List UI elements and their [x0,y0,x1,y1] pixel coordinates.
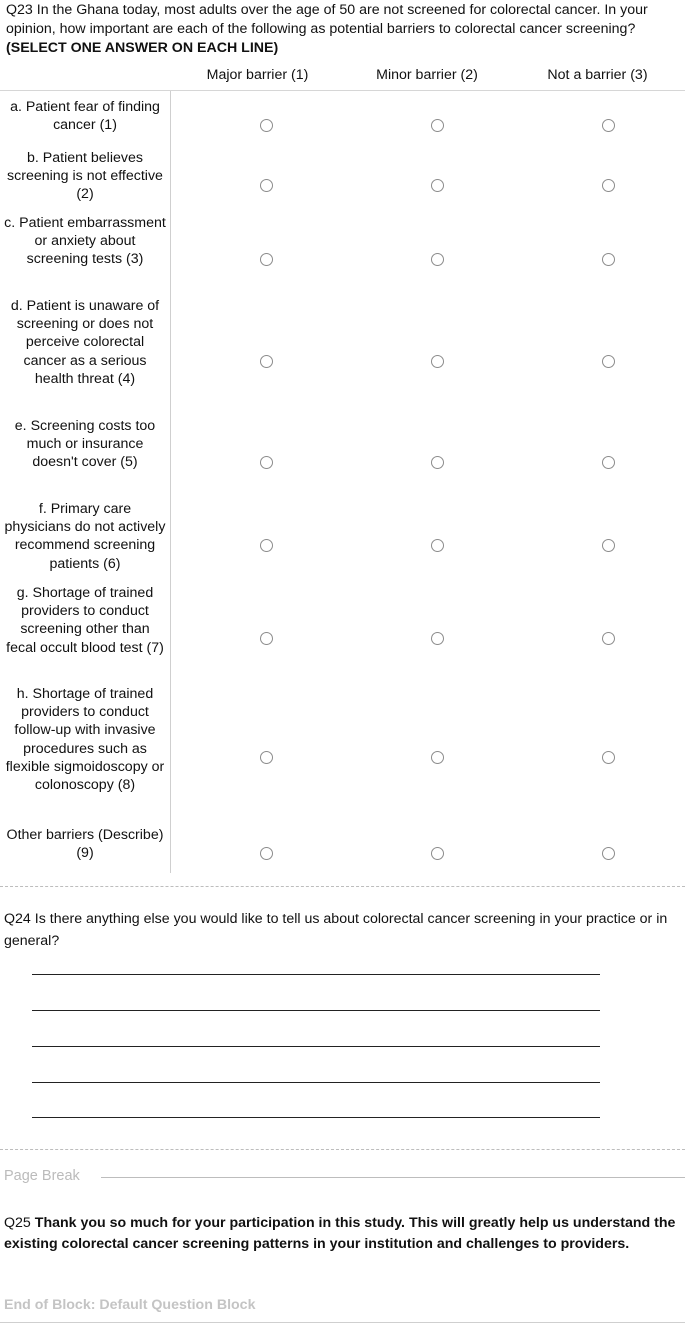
radio-c-not[interactable] [602,253,615,266]
q24-question [4,908,680,952]
radio-g-minor[interactable] [431,632,444,645]
q25-text: Thank you so much for your participation in this study. This will greatly help us understand the existing colorectal cancer screening patterns in your institution and challenges to providers. [4,1215,676,1252]
radio-h-major[interactable] [260,751,273,764]
radio-e-not[interactable] [602,456,615,469]
radio-g-not[interactable] [602,632,615,645]
row-label-e: e. Screening costs too much or insurance doesn't cover (5) [14,418,156,471]
header-divider [0,90,685,91]
q23-question [6,1,682,58]
row-label-g: g. Shortage of trained providers to conduct screening other than fecal occult blood test (7) [6,585,164,656]
q23-instruction: (SELECT ONE ANSWER ON EACH LINE) [6,40,279,56]
row-label-f: f. Primary care physicians do not actively recommend screening patients (6) [4,501,166,572]
radio-b-minor[interactable] [431,179,444,192]
radio-e-minor[interactable] [431,456,444,469]
label-column-divider [170,91,171,873]
q23-number: Q23 [6,2,33,18]
radio-d-major[interactable] [260,355,273,368]
radio-other-not[interactable] [602,847,615,860]
page-break-line [101,1177,685,1178]
end-of-block-label: End of Block: Default Question Block [4,1297,256,1313]
answer-line-2[interactable] [32,1010,600,1011]
answer-line-1[interactable] [32,974,600,975]
column-header-major-barrier: Major barrier (1) [206,67,309,83]
radio-d-minor[interactable] [431,355,444,368]
row-label-c: c. Patient embarrassment or anxiety about screening tests (3) [4,215,166,268]
radio-a-not[interactable] [602,119,615,132]
end-of-block-line [0,1322,685,1323]
column-header-minor-barrier: Minor barrier (2) [376,67,478,83]
q23-text: In the Ghana today, most adults over the age of 50 are not screened for colorectal cancer. In your opinion, how important are each of the following as potential barriers to colorectal cancer screening? [6,2,648,37]
q24-number: Q24 [4,911,31,927]
radio-f-not[interactable] [602,539,615,552]
answer-line-3[interactable] [32,1046,600,1047]
radio-e-major[interactable] [260,456,273,469]
radio-b-major[interactable] [260,179,273,192]
q25-number: Q25 [4,1215,31,1231]
row-label-h: h. Shortage of trained providers to conduct follow-up with invasive procedures such as flexible sigmoidoscopy or colonoscopy (8) [5,686,165,794]
row-label-d: d. Patient is unaware of screening or does not perceive colorectal cancer as a serious health threat (4) [10,298,160,387]
radio-f-minor[interactable] [431,539,444,552]
radio-b-not[interactable] [602,179,615,192]
radio-g-major[interactable] [260,632,273,645]
radio-d-not[interactable] [602,355,615,368]
radio-c-minor[interactable] [431,253,444,266]
row-label-other: Other barriers (Describe) (9) [6,827,164,862]
q25-question [4,1213,680,1255]
radio-other-minor[interactable] [431,847,444,860]
radio-h-minor[interactable] [431,751,444,764]
radio-h-not[interactable] [602,751,615,764]
answer-line-5[interactable] [32,1117,600,1118]
radio-other-major[interactable] [260,847,273,860]
row-label-a: a. Patient fear of finding cancer (1) [10,99,160,134]
radio-a-major[interactable] [260,119,273,132]
answer-line-4[interactable] [32,1082,600,1083]
radio-a-minor[interactable] [431,119,444,132]
row-label-b: b. Patient believes screening is not effective (2) [7,150,163,203]
page-break-label: Page Break [4,1168,80,1184]
radio-f-major[interactable] [260,539,273,552]
question-separator [0,886,685,887]
question-separator [0,1149,685,1150]
column-header-not-a-barrier: Not a barrier (3) [547,67,648,83]
q24-text: Is there anything else you would like to tell us about colorectal cancer screening in your practice or in general? [4,911,668,949]
radio-c-major[interactable] [260,253,273,266]
